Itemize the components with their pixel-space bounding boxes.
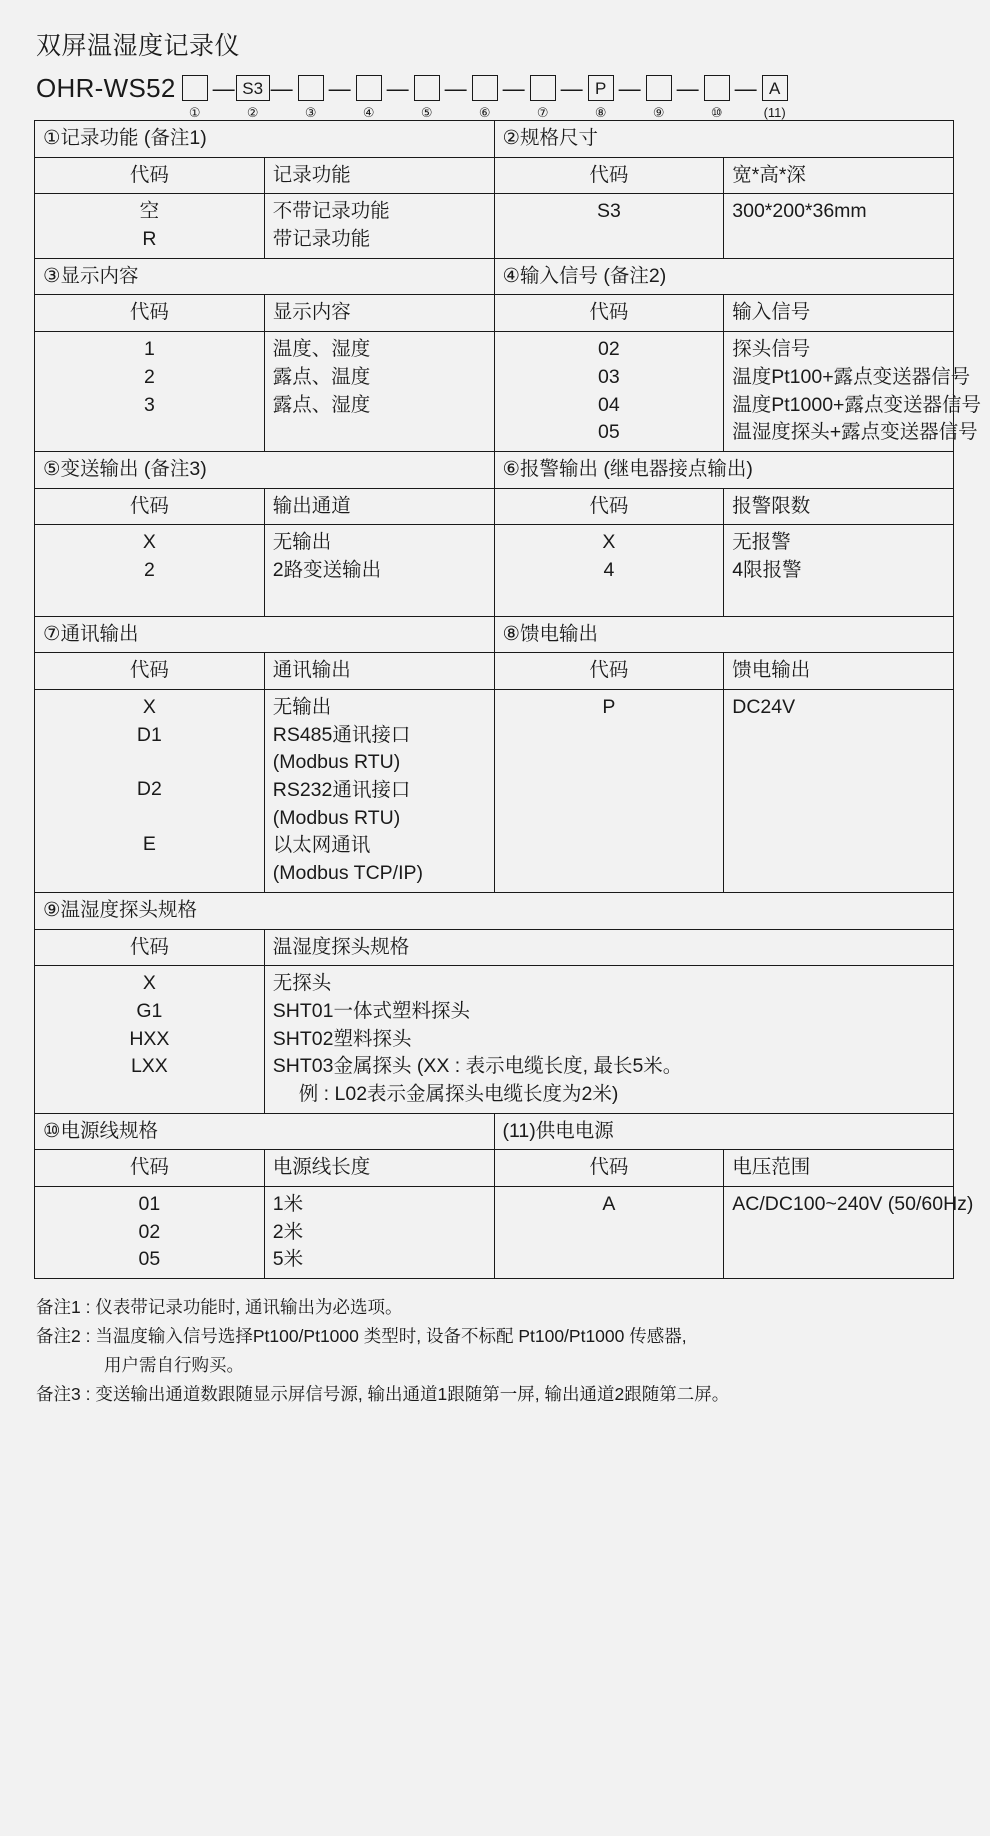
- table-row: [35, 258, 954, 295]
- value-text: 温度、湿度: [272, 338, 371, 361]
- model-slot-box-11[interactable]: A: [762, 75, 788, 101]
- value-text: 露点、温度: [272, 365, 371, 388]
- table-row: [35, 690, 954, 893]
- value-text: AC/DC100~240V (50/60Hz): [732, 1193, 974, 1215]
- model-slot-box-8[interactable]: P: [588, 75, 614, 101]
- code-value: 3: [143, 393, 155, 416]
- notes-block: [36, 1293, 956, 1409]
- col-head-value-10: 电源线长度: [264, 1150, 494, 1187]
- model-slot-1: [178, 72, 212, 121]
- section-header-8: ⑧馈电输出: [494, 616, 954, 653]
- value-text: SHT02塑料探头: [272, 1027, 412, 1050]
- code-list-3: [35, 332, 265, 452]
- code-value: 空: [139, 200, 160, 223]
- table-row: [35, 332, 954, 452]
- value-text: DC24V: [732, 696, 796, 718]
- model-slot-num-11: (11): [763, 105, 786, 120]
- model-slot-num-5: ⑤: [420, 105, 433, 120]
- code-value: X: [142, 972, 156, 995]
- model-slot-11: [758, 72, 792, 120]
- col-head-code-3: 代码: [35, 295, 265, 332]
- value-text: 温湿度探头+露点变送器信号: [732, 421, 978, 444]
- model-slot-2: [236, 72, 270, 121]
- model-slot-box-6[interactable]: [472, 75, 498, 101]
- value-list-6: [724, 525, 954, 616]
- model-prefix: OHR-WS52: [36, 73, 176, 103]
- model-code-row: [36, 72, 956, 120]
- model-slot-num-7: ⑦: [536, 105, 549, 120]
- code-value: X: [602, 531, 616, 554]
- value-text: 无输出: [272, 531, 332, 554]
- table-row: [35, 929, 954, 966]
- table-row: [35, 295, 954, 332]
- value-text: 300*200*36mm: [732, 200, 867, 223]
- dash-3: —: [328, 76, 351, 101]
- value-text: (Modbus RTU): [272, 806, 401, 829]
- table-row: [35, 157, 954, 194]
- model-slot-9: [642, 72, 676, 121]
- table-row: [35, 525, 954, 616]
- note-2-cont: 用户需自行购买。: [104, 1354, 244, 1375]
- value-text: 4限报警: [732, 558, 802, 581]
- value-text: 无报警: [732, 531, 791, 554]
- col-head-code-9: 代码: [35, 929, 265, 966]
- code-value: E: [142, 833, 156, 856]
- model-slot-num-8: ⑧: [594, 105, 607, 120]
- table-row: [35, 1187, 954, 1279]
- value-text: RS232通讯接口: [272, 779, 411, 802]
- col-head-code-6: 代码: [494, 488, 724, 525]
- value-text: 5米: [272, 1248, 304, 1271]
- code-list-9: [35, 966, 265, 1113]
- value-text: 以太网通讯: [272, 834, 371, 857]
- code-value: G1: [136, 999, 163, 1022]
- model-slot-3: [294, 72, 328, 121]
- col-head-code-4: 代码: [494, 295, 724, 332]
- table-row: [35, 653, 954, 690]
- value-list-9: [264, 966, 953, 1113]
- code-value: 02: [598, 338, 620, 361]
- value-list-7: [264, 690, 494, 893]
- col-head-value-5: 输出通道: [264, 488, 494, 525]
- table-row: [35, 1113, 954, 1150]
- model-slot-box-9[interactable]: [646, 75, 672, 101]
- value-list-11: [724, 1187, 974, 1279]
- code-value: D1: [136, 723, 162, 746]
- section-header-9: ⑨温湿度探头规格: [35, 892, 954, 929]
- value-text: 2路变送输出: [272, 558, 382, 581]
- code-value: LXX: [130, 1055, 168, 1078]
- code-value: 03: [598, 365, 620, 388]
- page-title: 双屏温湿度记录仪: [36, 32, 241, 60]
- col-head-value-7: 通讯输出: [264, 653, 494, 690]
- code-value: X: [142, 531, 156, 554]
- value-text: SHT03金属探头 (XX : 表示电缆长度, 最长5米。: [272, 1055, 683, 1078]
- dash-4: —: [386, 76, 409, 101]
- code-list-5: [35, 525, 265, 616]
- code-value: 1: [143, 338, 155, 361]
- code-value: R: [142, 228, 157, 251]
- table-row: [35, 121, 954, 158]
- note-3: 备注3 : 变送输出通道数跟随显示屏信号源, 输出通道1跟随第一屏, 输出通道2跟随第二屏。: [36, 1383, 730, 1404]
- value-text: 露点、湿度: [272, 393, 371, 416]
- model-slot-7: [526, 72, 560, 121]
- value-text: 温度Pt100+露点变送器信号: [732, 365, 971, 388]
- code-value: 05: [138, 1248, 161, 1271]
- dash-10: —: [734, 76, 757, 101]
- col-head-code-1: 代码: [35, 157, 265, 194]
- model-slot-num-3: ③: [304, 105, 317, 120]
- code-value: 4: [603, 558, 615, 581]
- section-header-2: ②规格尺寸: [494, 121, 954, 158]
- table-row: [35, 966, 954, 1113]
- col-head-code-5: 代码: [35, 488, 265, 525]
- value-list-1: [264, 194, 494, 258]
- table-row: [35, 616, 954, 653]
- model-slot-num-10: ⑩: [710, 105, 723, 120]
- code-list-2: [494, 194, 724, 258]
- table-row: [35, 1150, 954, 1187]
- value-list-4: [724, 332, 981, 452]
- col-head-value-1: 记录功能: [264, 157, 494, 194]
- spec-table: [34, 120, 981, 1279]
- section-header-5: ⑤变送输出 (备注3): [35, 451, 495, 488]
- code-value: P: [602, 696, 616, 718]
- code-value: 01: [138, 1193, 161, 1215]
- code-list-4: [494, 332, 724, 452]
- col-head-value-11: 电压范围: [724, 1150, 954, 1187]
- col-head-value-8: 馈电输出: [724, 653, 954, 690]
- table-row: [35, 488, 954, 525]
- value-list-2: [724, 194, 954, 258]
- value-text: 2米: [272, 1220, 304, 1243]
- dash-7: —: [560, 76, 583, 101]
- section-header-7: ⑦通讯输出: [35, 616, 495, 653]
- model-slot-num-2: ②: [246, 105, 259, 120]
- dash-2: —: [270, 76, 293, 101]
- section-header-10: ⑩电源线规格: [35, 1113, 495, 1150]
- value-text: 不带记录功能: [272, 200, 390, 223]
- code-list-6: [494, 525, 724, 616]
- model-slot-box-2[interactable]: S3: [236, 75, 270, 101]
- dash-6: —: [502, 76, 525, 101]
- code-list-11: [494, 1187, 724, 1279]
- section-header-4: ④输入信号 (备注2): [494, 258, 954, 295]
- dash-8: —: [618, 76, 641, 101]
- model-slot-num-4: ④: [362, 105, 375, 120]
- table-row: [35, 451, 954, 488]
- model-slot-10: [700, 72, 734, 121]
- section-header-1: ①记录功能 (备注1): [35, 121, 495, 158]
- model-slot-box-4[interactable]: [356, 75, 382, 101]
- value-text: 探头信号: [732, 338, 811, 361]
- section-header-3: ③显示内容: [35, 258, 495, 295]
- value-text: 例 : L02表示金属探头电缆长度为2米): [298, 1082, 619, 1105]
- code-value: S3: [596, 200, 621, 223]
- code-value: A: [602, 1193, 616, 1215]
- section-header-11: (11)供电电源: [494, 1113, 954, 1150]
- dash-1: —: [212, 76, 235, 101]
- model-slot-box-5[interactable]: [414, 75, 440, 101]
- value-text: 带记录功能: [272, 228, 371, 251]
- code-list-7: [35, 690, 265, 893]
- value-list-8: [724, 690, 954, 893]
- model-slot-5: [410, 72, 444, 121]
- col-head-code-7: 代码: [35, 653, 265, 690]
- value-text: SHT01一体式塑料探头: [272, 999, 470, 1022]
- note-2: 备注2 : 当温度输入信号选择Pt100/Pt1000 类型时, 设备不标配 Pt100/Pt1000 传感器,: [36, 1325, 687, 1346]
- note-1: 备注1 : 仪表带记录功能时, 通讯输出为必选项。: [36, 1297, 403, 1318]
- col-head-code-10: 代码: [35, 1150, 265, 1187]
- value-list-3: [264, 332, 494, 452]
- model-slot-4: [352, 72, 386, 121]
- value-text: (Modbus TCP/IP): [272, 862, 424, 885]
- code-value: D2: [136, 778, 162, 801]
- code-value: 04: [598, 393, 620, 416]
- code-value: 2: [143, 558, 155, 581]
- code-value: 02: [138, 1220, 161, 1243]
- model-slot-num-1: ①: [188, 105, 201, 120]
- code-value: HXX: [129, 1027, 170, 1050]
- value-list-5: [264, 525, 494, 616]
- col-head-value-6: 报警限数: [724, 488, 954, 525]
- table-row: [35, 194, 954, 258]
- dash-9: —: [676, 76, 699, 101]
- code-list-1: [35, 194, 265, 258]
- model-slot-box-3[interactable]: [298, 75, 324, 101]
- model-slot-box-10[interactable]: [704, 75, 730, 101]
- model-slot-num-9: ⑨: [652, 105, 665, 120]
- col-head-value-3: 显示内容: [264, 295, 494, 332]
- value-text: RS485通讯接口: [272, 723, 411, 746]
- col-head-code-11: 代码: [494, 1150, 724, 1187]
- dash-5: —: [444, 76, 467, 101]
- code-list-8: [494, 690, 724, 893]
- section-header-6: ⑥报警输出 (继电器接点输出): [494, 451, 954, 488]
- value-text: 无探头: [272, 972, 332, 995]
- value-text: (Modbus RTU): [272, 751, 401, 774]
- model-slot-box-7[interactable]: [530, 75, 556, 101]
- model-slot-box-1[interactable]: [182, 75, 208, 101]
- value-text: 无输出: [272, 696, 332, 718]
- model-slot-8: [584, 72, 618, 121]
- model-slot-6: [468, 72, 502, 121]
- col-head-value-4: 输入信号: [724, 295, 954, 332]
- code-list-10: [35, 1187, 265, 1279]
- col-head-value-9: 温湿度探头规格: [264, 929, 953, 966]
- value-list-10: [264, 1187, 494, 1279]
- table-row: [35, 892, 954, 929]
- col-head-code-2: 代码: [494, 157, 724, 194]
- model-slot-num-6: ⑥: [478, 105, 491, 120]
- value-text: 1米: [272, 1193, 304, 1215]
- code-value: 05: [598, 421, 620, 444]
- col-head-value-2: 宽*高*深: [724, 157, 954, 194]
- value-text: 温度Pt1000+露点变送器信号: [732, 393, 981, 416]
- col-head-code-8: 代码: [494, 653, 724, 690]
- code-value: 2: [143, 365, 155, 388]
- code-value: X: [142, 696, 156, 718]
